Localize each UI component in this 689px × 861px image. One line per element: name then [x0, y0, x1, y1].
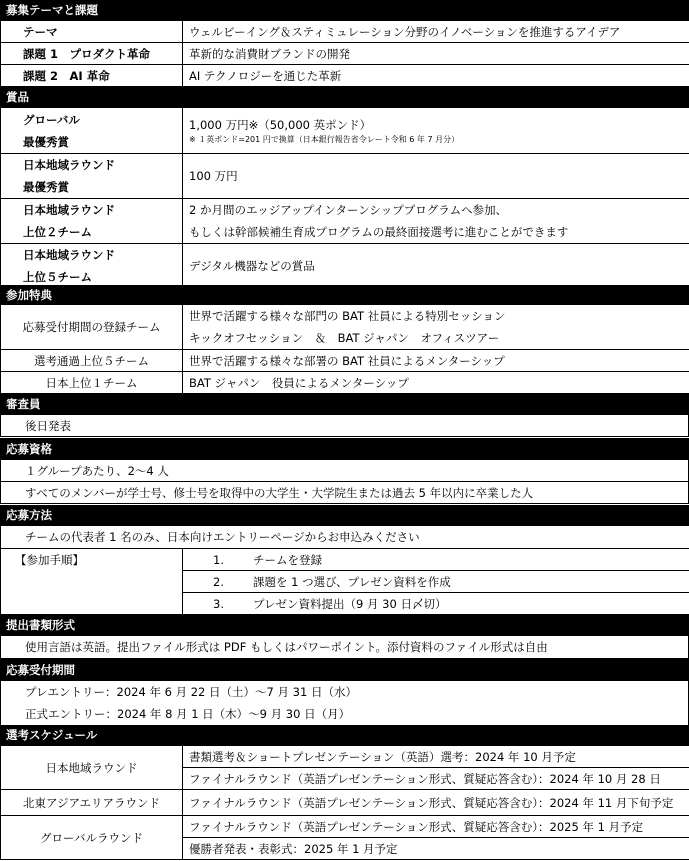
prize-japan-top-value: 100 万円	[183, 154, 689, 199]
schedule-line: ファイナルラウンド（英語プレゼンテーション形式、質疑応答含む）：2024 年 10 月 28 日	[183, 768, 689, 790]
format-text: 使用言語は英語。提出ファイル形式は PDF もしくはパワーポイント。添付資料のファイル形式は自由	[1, 636, 689, 659]
section-header-benefit: 参加特典	[0, 285, 689, 304]
table-row	[1, 681, 689, 726]
step-number: 3.	[213, 596, 224, 611]
schedule-line: 書類選考＆ショートプレゼンテーション（英語）選考：2024 年 10 月予定	[183, 746, 689, 768]
benefit-top1-value: BAT ジャパン 役員によるメンターシップ	[183, 372, 689, 394]
prize-amount: 1,000 万円※（50,000 英ポンド）	[189, 117, 372, 132]
task2-value: AI テクノロジーを通じた革新	[183, 65, 689, 87]
method-table	[0, 525, 689, 615]
section-header-schedule: 選考スケジュール	[0, 725, 689, 745]
step-row	[183, 593, 689, 615]
task1-value: 革新的な消費財ブランドの開発	[183, 43, 689, 65]
prize-japan-top5-label	[1, 244, 183, 289]
benefit-table	[0, 304, 689, 394]
eligibility-line: １グループあたり、2～4 人	[1, 460, 689, 482]
theme-table	[0, 20, 689, 87]
period-table	[0, 680, 689, 726]
step-text: プレゼン資料提出（9 月 30 日〆切）	[253, 596, 447, 611]
procedure-label: 【参加手順】	[1, 549, 183, 615]
section-header-prize: 賞品	[0, 87, 689, 107]
schedule-table	[0, 745, 689, 860]
prize-label-line1: グローバル	[23, 112, 80, 127]
section-header-theme: 募集テーマと課題	[0, 0, 689, 20]
table-row	[1, 790, 689, 816]
theme-value: ウェルビーイング＆スティミュレーション分野のイノベーションを推進するアイデア	[183, 21, 689, 43]
table-row	[1, 372, 689, 394]
table-row	[1, 154, 689, 199]
table-row	[1, 305, 689, 350]
prize-japan-top2-value	[183, 199, 689, 244]
prize-label-line2: 最優秀賞	[23, 134, 69, 149]
section-header-period: 応募受付期間	[0, 659, 689, 680]
prize-label-line1: 日本地域ラウンド	[23, 248, 115, 262]
prize-global-value	[183, 108, 689, 154]
prize-label-line2: 最優秀賞	[23, 180, 69, 194]
step-text: 課題を 1 つ選び、プレゼン資料を作成	[253, 574, 451, 589]
step-number: 2.	[213, 574, 224, 589]
table-row	[1, 199, 689, 244]
pre-entry-period: プレエントリー：2024 年 6 月 22 日（土）～7 月 31 日（水）	[25, 685, 357, 699]
method-text: チームの代表者 1 名のみ、日本向けエントリーページからお申込みください	[1, 526, 689, 549]
prize-japan-top2-label	[1, 199, 183, 244]
theme-label: テーマ	[1, 21, 183, 43]
table-row	[1, 108, 689, 154]
table-row	[1, 43, 689, 65]
official-entry-period: 正式エントリー：2024 年 8 月 1 日（木）～9 月 30 日（月）	[25, 707, 351, 721]
table-row	[1, 816, 689, 838]
table-row	[1, 482, 689, 504]
section-header-format: 提出書類形式	[0, 614, 689, 635]
prize-value-line1: 2 か月間のエッジアップインターンシッププログラムへ参加、	[189, 203, 508, 217]
step-text: チームを登録	[253, 552, 322, 567]
step-row	[183, 571, 689, 593]
benefit-registered-label: 応募受付期間の登録チーム	[1, 305, 183, 350]
exchange-note: ※ １英ポンド=201 円で換算（日本銀行報告省令レート令和 6 年 7 月分）	[189, 134, 460, 144]
prize-label-line1: 日本地域ラウンド	[23, 158, 115, 172]
table-row	[1, 350, 689, 372]
prize-value-line2: もしくは幹部候補生育成プログラムの最終面接選考に進むことができます	[189, 225, 569, 239]
prize-japan-top-label	[1, 154, 183, 199]
prize-label-line2: 上位５チーム	[23, 270, 92, 284]
benefit-value-line1: 世界で活躍する様々な部門の BAT 社員による特別セッション	[189, 309, 506, 323]
schedule-line: ファイナルラウンド（英語プレゼンテーション形式、質疑応答含む）：2025 年 1 月予定	[183, 816, 689, 838]
task1-label: 課題 1 プロダクト革命	[1, 43, 183, 65]
format-table	[0, 635, 689, 659]
benefit-top1-label: 日本上位１チーム	[1, 372, 183, 394]
table-row	[1, 636, 689, 659]
benefit-top5-label: 選考通過上位５チーム	[1, 350, 183, 372]
judge-table	[0, 414, 689, 437]
schedule-northeast-asia-label: 北東アジアエリアラウンド	[1, 790, 183, 816]
table-row	[1, 526, 689, 549]
prize-japan-top5-value: デジタル機器などの賞品	[183, 244, 689, 289]
eligibility-line: すべてのメンバーが学士号、修士号を取得中の大学生・大学院生または過去 5 年以内に卒業した人	[1, 482, 689, 504]
period-cell	[1, 681, 689, 726]
schedule-global-label: グローバルラウンド	[1, 816, 183, 860]
prize-label-line1: 日本地域ラウンド	[23, 203, 115, 217]
section-header-method: 応募方法	[0, 505, 689, 525]
table-row	[1, 65, 689, 87]
table-row	[1, 415, 689, 437]
schedule-japan-label: 日本地域ラウンド	[1, 746, 183, 790]
section-header-judge: 審査員	[0, 394, 689, 414]
benefit-top5-value: 世界で活躍する様々な部署の BAT 社員によるメンターシップ	[183, 350, 689, 372]
prize-global-label	[1, 108, 183, 154]
step-row	[183, 549, 689, 571]
section-header-eligibility: 応募資格	[0, 438, 689, 459]
judge-text: 後日発表	[1, 415, 689, 437]
prize-table	[0, 107, 689, 289]
table-row	[1, 549, 689, 571]
eligibility-table	[0, 459, 689, 504]
task2-label: 課題 2 AI 革命	[1, 65, 183, 87]
schedule-line: 優勝者発表・表彰式：2025 年 1 月予定	[183, 838, 689, 860]
schedule-line: ファイナルラウンド（英語プレゼンテーション形式、質疑応答含む）：2024 年 11 月下旬予定	[183, 790, 689, 816]
prize-label-line2: 上位２チーム	[23, 225, 92, 239]
benefit-value-line2: キックオフセッション ＆ BAT ジャパン オフィスツアー	[189, 331, 500, 345]
table-row	[1, 746, 689, 768]
benefit-registered-value	[183, 305, 689, 350]
step-number: 1.	[213, 552, 224, 567]
table-row	[1, 244, 689, 289]
table-row	[1, 460, 689, 482]
table-row	[1, 21, 689, 43]
